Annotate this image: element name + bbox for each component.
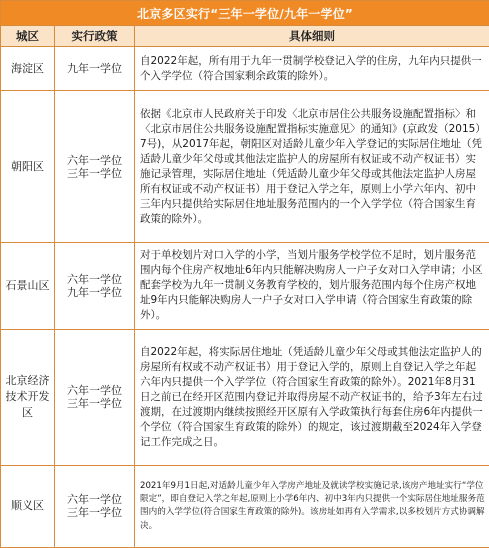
- table-row: [1, 465, 489, 547]
- table-row: [1, 91, 489, 243]
- policy-details: 自2022年起，将实际居住地址（凭适龄儿童少年父母或其他法定监护人的房屋所有权或不动产权证书）用于登记入学的，原则上自登记入学之年起六年内只提供一个入学学位（符合国家生育政策的除外）。2021年8月31日之前已在经开区范围内登记并取得房屋不动产权证书的，给予3年左右过渡期，在过渡期内继续按照经开区原有入学政策执行每套住房6年内提供一个学位（符合国家生育政策的除外）的规定，该过渡期截至2024年入学登记工作完成之日。: [135, 329, 489, 465]
- policy-value: 六年一学位 三年一学位: [55, 329, 135, 465]
- district-name: 顺义区: [1, 465, 55, 547]
- policy-value: 六年一学位 三年一学位: [55, 91, 135, 243]
- header-district: 城区: [1, 26, 55, 47]
- table-row: [1, 47, 489, 91]
- title-row: [1, 1, 489, 26]
- policy-value: 九年一学位: [55, 47, 135, 91]
- policy-details: 对于单校划片对口入学的小学，当划片服务学校学位不足时，划片服务范围内每个住房产权地址6年内只能解决购房人一户子女对口入学申请；小区配套学校为九年一贯制义务教育学校的，划片服务范围内每个住房产权地址9年内只能解决购房人一户子女对口入学申请（符合国家生育政策的除外）。: [135, 243, 489, 329]
- policy-value: 六年一学位 九年一学位: [55, 243, 135, 329]
- table-title: 北京多区实行“三年一学位/九年一学位”: [1, 1, 489, 26]
- district-name: 北京经济技术开发区: [1, 329, 55, 465]
- district-name: 海淀区: [1, 47, 55, 91]
- header-policy: 实行政策: [55, 26, 135, 47]
- header-details: 具体细则: [135, 26, 489, 47]
- header-row: [1, 26, 489, 47]
- policy-details: 自2022年起，所有用于九年一贯制学校登记入学的住房，九年内只提供一个入学学位（符合国家剩余政策的除外）。: [135, 47, 489, 91]
- district-name: 朝阳区: [1, 91, 55, 243]
- policy-value: 六年一学位 三年一学位: [55, 465, 135, 547]
- table-row: [1, 329, 489, 465]
- district-name: 石景山区: [1, 243, 55, 329]
- table-row: [1, 243, 489, 329]
- policy-details: 依据《北京市人民政府关于印发〈北京市居住公共服务设施配置指标〉和〈北京市居住公共服务设施配置指标实施意见〉的通知》(京政发（2015）7号)，从2017年起，朝阳区对适龄儿童少年入学登记的实际居住地址（凭适龄儿童少年父母或其他法定监护人的房屋所有权证或不动产权证书）实施记录管理，实际居住地址（凭适龄儿童少年父母或其他法定监护人房屋所有权证或不动产权证书）用于登记入学之年，原则上小学六年内、初中三年内只提供给实际居住地址服务范围内的一个入学学位（符合国家生育政策的除外）。: [135, 91, 489, 243]
- policy-details: 2021年9月1日起,对适龄儿童少年入学房产地址及就读学校实施记录,该房产地址实行“学位限定”，即自登记入学之年起,原则上小学6年内、初中3年内只提供一个实际居住地址服务范围内的入学学位(符合国家生育政策的除外)。该房址如再有入学需求,以多校划片方式协调解决。: [135, 465, 489, 547]
